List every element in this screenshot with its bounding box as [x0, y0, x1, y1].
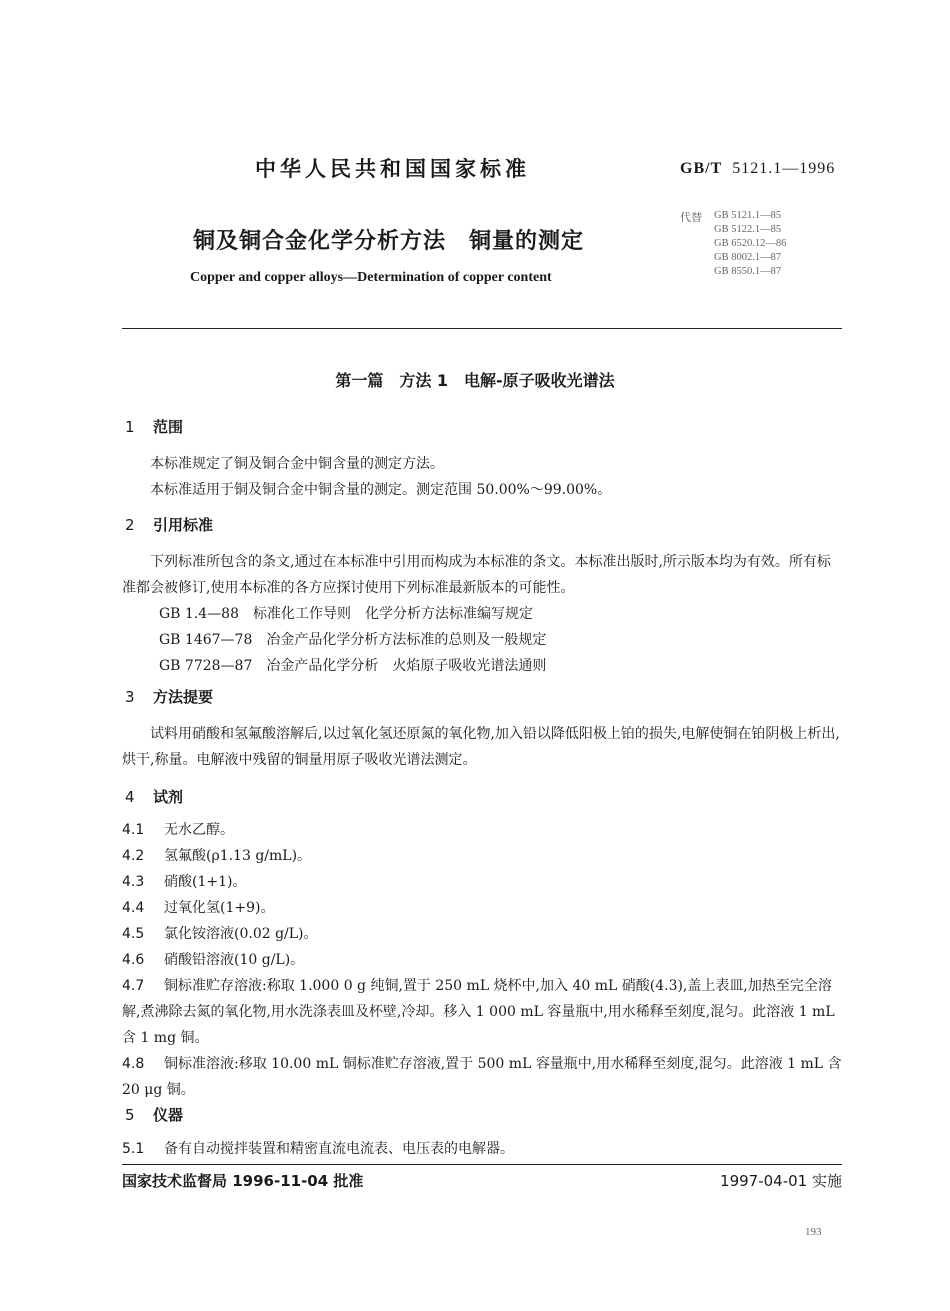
item-text: 铜标准溶液:移取 10.00 mL 铜标准贮存溶液,置于 500 mL 容量瓶中,用水稀释至刻度,混匀。此溶液 1 mL 含 20 μg 铜。 — [122, 1056, 842, 1098]
section-2-body — [122, 549, 842, 679]
replaces-label: 代替 — [680, 211, 702, 224]
item-text: 硝酸(1+1)。 — [164, 874, 247, 890]
replaced-standard: GB 6520.12—86 — [714, 238, 787, 249]
standard-code: 5121.1—1996 — [732, 160, 836, 177]
item-number: 4.1 — [122, 822, 145, 838]
list-item — [122, 895, 842, 921]
item-text: 铜标准贮存溶液:称取 1.000 0 g 纯铜,置于 250 mL 烧杯中,加入 40 mL 硝酸(4.3),盖上表皿,加热至完全溶解,煮沸除去氮的氧化物,用水洗涤表皿及杯壁,冷却。移入 1 000 mL 容量瓶中,用水稀释至刻度,混匀。此溶液 1 mL 含 1 mg 铜。 — [122, 978, 835, 1046]
paragraph: 试料用硝酸和氢氟酸溶解后,以过氧化氢还原氮的氧化物,加入铅以降低阳极上铂的损失,电解使铜在铂阴极上析出,烘干,称量。电解液中残留的铜量用原子吸收光谱法测定。 — [122, 726, 840, 768]
item-number: 4.5 — [122, 926, 145, 942]
section-5-heading — [125, 1104, 183, 1125]
item-number: 4.4 — [122, 900, 145, 916]
list-item — [122, 947, 842, 973]
item-text: 氢氟酸(ρ1.13 g/mL)。 — [164, 848, 312, 864]
item-number: 4.3 — [122, 874, 145, 890]
item-number: 4.6 — [122, 952, 145, 968]
replaced-standard: GB 8002.1—87 — [714, 252, 782, 263]
section-2-heading — [125, 514, 213, 535]
section-1-heading — [125, 416, 183, 437]
section-title: 方法提要 — [153, 688, 214, 706]
list-item — [122, 973, 842, 1051]
apparatus-list — [122, 1136, 842, 1162]
section-title: 范围 — [153, 418, 184, 436]
item-number: 5.1 — [122, 1141, 145, 1157]
footer-divider — [122, 1164, 842, 1165]
replaced-standard: GB 5121.1—85 — [714, 210, 782, 221]
section-title: 试剂 — [153, 788, 184, 806]
section-4-heading — [125, 786, 183, 807]
part-heading: 第一篇 方法 1 电解-原子吸收光谱法 — [335, 371, 615, 390]
section-number: 2 — [125, 516, 135, 534]
paragraph: 本标准适用于铜及铜合金中铜含量的测定。测定范围 50.00%～99.00%。 — [150, 482, 612, 498]
standard-number — [680, 160, 835, 178]
section-3-heading — [125, 686, 213, 707]
item-number: 4.2 — [122, 848, 145, 864]
reagent-list — [122, 817, 842, 1103]
section-number: 4 — [125, 788, 135, 806]
section-number: 3 — [125, 688, 135, 706]
list-item — [122, 1051, 842, 1103]
issued-date: 国家技术监督局 1996-11-04 批准 — [122, 1172, 364, 1190]
paragraph: 下列标准所包含的条文,通过在本标准中引用而构成为本标准的条文。本标准出版时,所示版本均为有效。所有标准都会被修订,使用本标准的各方应探讨使用下列标准最新版本的可能性。 — [122, 554, 831, 596]
reference-item: GB 1467—78 冶金产品化学分析方法标准的总则及一般规定 — [159, 632, 547, 648]
item-number: 4.8 — [122, 1056, 145, 1072]
header-divider — [122, 328, 842, 329]
item-text: 硝酸铅溶液(10 g/L)。 — [164, 952, 305, 968]
replaced-standard: GB 5122.1—85 — [714, 224, 782, 235]
standard-prefix: GB/T — [680, 160, 723, 177]
item-text: 过氧化氢(1+9)。 — [164, 900, 275, 916]
item-text: 无水乙醇。 — [164, 822, 234, 838]
replaces-list — [714, 209, 786, 279]
section-number: 5 — [125, 1106, 135, 1124]
section-1-body — [122, 451, 842, 503]
document-title-zh: 铜及铜合金化学分析方法 铜量的测定 — [193, 229, 585, 254]
list-item — [122, 921, 842, 947]
item-text: 备有自动搅拌装置和精密直流电流表、电压表的电解器。 — [164, 1141, 514, 1157]
list-item — [122, 843, 842, 869]
section-number: 1 — [125, 418, 135, 436]
section-title: 仪器 — [153, 1106, 184, 1124]
list-item — [122, 817, 842, 843]
list-item — [122, 869, 842, 895]
paragraph: 本标准规定了铜及铜合金中铜含量的测定方法。 — [150, 456, 444, 472]
section-3-body — [122, 721, 842, 773]
replaced-standard: GB 8550.1—87 — [714, 266, 782, 277]
item-number: 4.7 — [122, 978, 145, 994]
section-title: 引用标准 — [153, 516, 214, 534]
item-text: 氯化铵溶液(0.02 g/L)。 — [164, 926, 318, 942]
reference-item: GB 7728—87 冶金产品化学分析 火焰原子吸收光谱法通则 — [159, 658, 547, 674]
reference-item: GB 1.4—88 标准化工作导则 化学分析方法标准编写规定 — [159, 606, 533, 622]
effective-date: 1997-04-01 实施 — [720, 1172, 842, 1190]
document-title-en: Copper and copper alloys—Determination of copper content — [190, 270, 552, 285]
national-standard-heading: 中华人民共和国国家标准 — [255, 157, 530, 181]
page-number: 193 — [805, 1226, 822, 1238]
list-item — [122, 1136, 842, 1162]
